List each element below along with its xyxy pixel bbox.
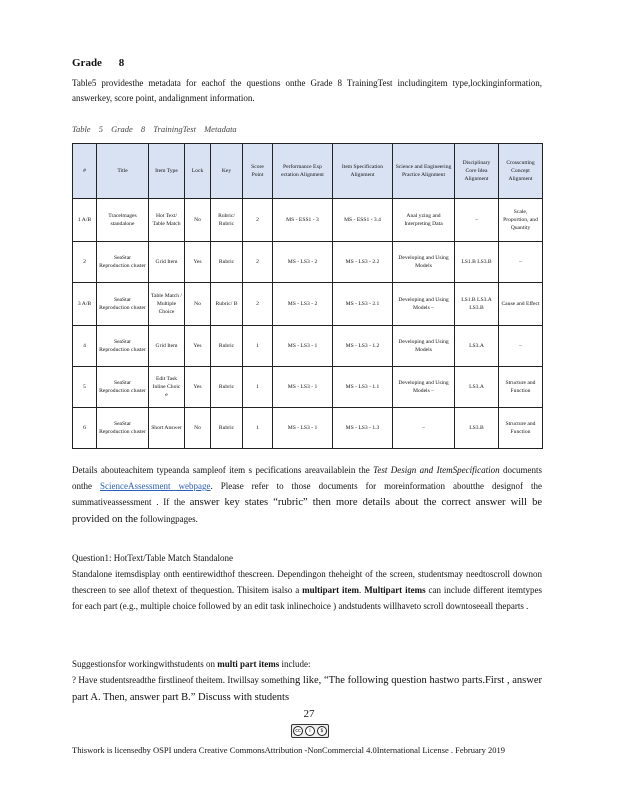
suggestions-text: Suggestionsfor workingwithstudents on (72, 659, 218, 669)
cell-key: Rubric (211, 242, 243, 283)
cell-title: SeaStar Reproduction cluster (97, 242, 149, 283)
suggestions-text: include: (279, 659, 311, 669)
cell-score: 2 (243, 242, 273, 283)
cell-score: 2 (243, 283, 273, 326)
table-row (73, 326, 543, 367)
metadata-table (72, 143, 543, 449)
bullet-marker: ? (72, 675, 76, 685)
bullet-text: Have studentsreadthe firstlineof theitem. Itwillsay somethi (78, 675, 290, 685)
header-pe-alignment: Performance Exp ectation Alignment (273, 144, 333, 199)
cell-lock: No (185, 199, 211, 242)
intro-paragraph: Table5 providesthe metadata for eachof the questions onthe Grade 8 TrainingTest includingitem type,lockinginformation, answerkey, score point, andalignment information. (72, 78, 542, 103)
cell-number: 5 (73, 367, 97, 408)
nc-icon: $ (317, 726, 327, 736)
header-ccc-alignment: Crosscutting Concept Alignment (499, 144, 543, 199)
cell-title: Tracelmages standalone (97, 199, 149, 242)
cell-pe: MS - LS3 - 1 (273, 408, 333, 449)
cell-item-type: Table Match / Multiple Choice (149, 283, 185, 326)
header-title: Title (97, 144, 149, 199)
details-text: Details abouteachitem typeanda sampleof item s pecifications areavailablein the (72, 465, 374, 475)
license-footer: Thiswork is licensedby OSPI undera Creative CommonsAttribution -NonCommercial 4.0International License . February 2019 (72, 745, 505, 755)
details-large-text: answer key states “rubric” then more details about the correct answer will be provided on the (72, 497, 542, 525)
table-row (73, 408, 543, 449)
cell-title: SeaStar Reproduction cluster (97, 326, 149, 367)
page-number: 27 (303, 708, 315, 720)
bullet-large-text: ng like, “The following question hastwo parts.First , answer part A. Then, answer part B.” Discuss with students (72, 675, 543, 703)
cell-sep: Developing and Using Models – (393, 367, 455, 408)
cell-ccc: – (499, 242, 543, 283)
question1-text: . (359, 585, 365, 595)
cell-score: 1 (243, 367, 273, 408)
cell-spec: MS - ESS1 - 3.4 (333, 199, 393, 242)
cell-pe: MS - LS3 - 2 (273, 242, 333, 283)
cell-ccc: – (499, 326, 543, 367)
table-row (73, 283, 543, 326)
cell-number: 3 A/B (73, 283, 97, 326)
cell-key: Rubric/ B (211, 283, 243, 326)
cell-spec: MS - LS3 - 1.3 (333, 408, 393, 449)
header-sep-alignment: Science and Engineering Practice Alignment (393, 144, 455, 199)
cell-lock: Yes (185, 242, 211, 283)
cell-title: SeaStar Reproduction cluster (97, 367, 149, 408)
suggestion-bullet (72, 672, 542, 706)
cell-number: 6 (73, 408, 97, 449)
cell-lock: No (185, 408, 211, 449)
header-lock: Lock (185, 144, 211, 199)
cell-lock: Yes (185, 326, 211, 367)
question1-title: Question1: HotText/Table Match Standalone (72, 553, 233, 563)
cell-sep: Developing and Using Models (393, 326, 455, 367)
header-item-type: Item Type (149, 144, 185, 199)
header-item-spec: Item Specification Alignment (333, 144, 393, 199)
details-text: followingpages. (137, 514, 198, 524)
multipart-item-term: multipart item (302, 585, 360, 595)
header-score-point: Score Point (243, 144, 273, 199)
details-text: documents onthe (72, 465, 543, 491)
table-row (73, 242, 543, 283)
cell-title: SeaStar Reproduction cluster (97, 408, 149, 449)
cell-score: 1 (243, 326, 273, 367)
cell-lock: Yes (185, 367, 211, 408)
table-caption: Table 5 Grade 8 TrainingTest Metadata (72, 124, 237, 134)
header-key: Key (211, 144, 243, 199)
cell-pe: MS - LS3 - 1 (273, 326, 333, 367)
cell-score: 2 (243, 199, 273, 242)
details-text: . Please refer to those documents for moreinformation aboutthe designof the summativeassessment . If the (72, 481, 543, 507)
cell-sep: Anal yzing and Interpreting Data (393, 199, 455, 242)
table-header-row (73, 144, 543, 199)
cell-number: 1 A/B (73, 199, 97, 242)
cell-key: Rubric (211, 367, 243, 408)
cell-sep: Developing and Using Models (393, 242, 455, 283)
cell-number: 2 (73, 242, 97, 283)
cell-item-type: Edit Task Inline Choic e (149, 367, 185, 408)
cell-spec: MS - LS3 - 1.1 (333, 367, 393, 408)
cell-item-type: Short Answer (149, 408, 185, 449)
by-icon: i (305, 726, 315, 736)
cell-ccc: Structure and Function (499, 367, 543, 408)
header-number: # (73, 144, 97, 199)
question1-text: can include different itemtypes for each part (e.g., multiple choice followed by an edit task inlinechoice ) andstudents willhaveto scroll downtoseeall theparts . (72, 585, 543, 611)
cell-pe: MS - LS3 - 2 (273, 283, 333, 326)
cell-item-type: Grid Item (149, 242, 185, 283)
cell-number: 4 (73, 326, 97, 367)
table-row (73, 367, 543, 408)
science-assessment-link[interactable]: ScienceAssessment webpage (99, 481, 211, 491)
cell-ccc: Cause and Effect (499, 283, 543, 326)
suggestions-paragraph (72, 656, 542, 672)
multi-part-items-term: multi part items (217, 659, 280, 669)
cell-sep: – (393, 408, 455, 449)
cell-pe: MS - LS3 - 1 (273, 367, 333, 408)
cell-score: 1 (243, 408, 273, 449)
cell-dci: LS3.A (455, 326, 499, 367)
cell-pe: MS - ESS1 - 3 (273, 199, 333, 242)
cell-dci: LS3.B (455, 408, 499, 449)
cell-key: Rubric (211, 408, 243, 449)
header-dci-alignment: Disciplinary Core Idea Alignment (455, 144, 499, 199)
spec-doc-title: Test Design and ItemSpecification (373, 465, 500, 475)
creative-commons-badge (291, 724, 329, 738)
cell-dci: – (455, 199, 499, 242)
cell-spec: MS - LS3 - 2.1 (333, 283, 393, 326)
cell-item-type: Grid Item (149, 326, 185, 367)
multipart-items-term: Multipart items (364, 585, 426, 595)
grade-heading: Grade 8 (72, 57, 125, 69)
cell-lock: No (185, 283, 211, 326)
cell-title: SeaStar Reproduction cluster (97, 283, 149, 326)
details-paragraph (72, 462, 542, 528)
cell-item-type: Hot Text/ Table Match (149, 199, 185, 242)
cell-dci: LS3.A (455, 367, 499, 408)
table-row (73, 199, 543, 242)
cell-key: Rubric/ Rubric (211, 199, 243, 242)
question1-paragraph (72, 566, 542, 614)
cell-sep: Developing and Using Models – (393, 283, 455, 326)
cell-ccc: Structure and Function (499, 408, 543, 449)
cell-dci: LS1.B LS3.B (455, 242, 499, 283)
cc-icon: cc (293, 726, 303, 736)
cell-spec: MS - LS3 - 2.2 (333, 242, 393, 283)
cell-dci: LS1.B LS3.A LS3.B (455, 283, 499, 326)
cell-ccc: Scale, Proportion, and Quantity (499, 199, 543, 242)
cell-spec: MS - LS3 - 1.2 (333, 326, 393, 367)
question1-text: Standalone itemsdisplay onth eentirewidthof thescreen. Dependingon theheight of the screen, studentsmay needtoscroll downon thescreen to see allof thetext of thequestion. Thisitem isalso a (72, 569, 542, 595)
cell-key: Rubric (211, 326, 243, 367)
